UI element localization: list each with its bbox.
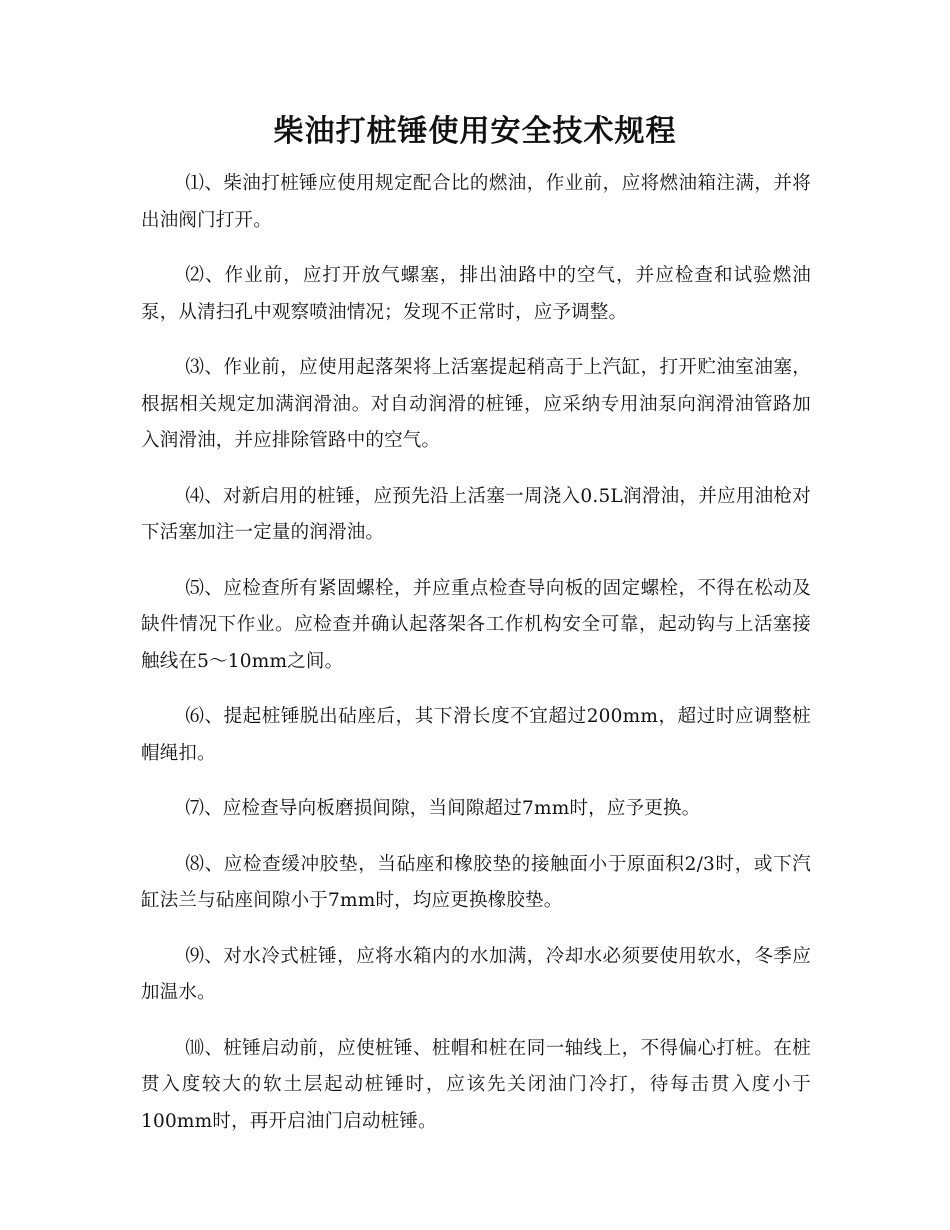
- paragraph-10: ⑽、桩锤启动前，应使桩锤、桩帽和桩在同一轴线上，不得偏心打桩。在桩贯入度较大的软土层起动桩锤时，应该先关闭油门冷打，待每击贯入度小于100mm时，再开启油门启动桩锤。: [141, 1037, 811, 1132]
- paragraph-9: ⑼、对水冷式桩锤，应将水箱内的水加满，冷却水必须要使用软水，冬季应加温水。: [141, 945, 811, 1003]
- paragraph-2: ⑵、作业前，应打开放气螺塞，排出油路中的空气，并应检查和试验燃油泵，从清扫孔中观察喷油情况；发现不正常时，应予调整。: [141, 265, 811, 323]
- paragraph-7: ⑺、应检查导向板磨损间隙，当间隙超过7mm时，应予更换。: [185, 798, 701, 819]
- paragraph-4: ⑷、对新启用的桩锤，应预先沿上活塞一周浇入0.5L润滑油，并应用油枪对下活塞加注一定量的润滑油。: [141, 485, 811, 543]
- paragraph-8: ⑻、应检查缓冲胶垫，当砧座和橡胶垫的接触面小于原面积2/3时，或下汽缸法兰与砧座间隙小于7mm时，均应更换橡胶垫。: [141, 853, 811, 911]
- document-title: 柴油打桩锤使用安全技术规程: [273, 114, 677, 149]
- document-body: [141, 166, 811, 1159]
- paragraph-6: ⑹、提起桩锤脱出砧座后，其下滑长度不宜超过200mm，超过时应调整桩帽绳扣。: [141, 706, 811, 764]
- paragraph-5: ⑸、应检查所有紧固螺栓，并应重点检查导向板的固定螺栓，不得在松动及缺件情况下作业。应检查并确认起落架各工作机构安全可靠，起动钩与上活塞接触线在5～10mm之间。: [141, 577, 811, 672]
- paragraph-3: ⑶、作业前，应使用起落架将上活塞提起稍高于上汽缸，打开贮油室油塞，根据相关规定加满润滑油。对自动润滑的桩锤，应采纳专用油泵向润滑油管路加入润滑油，并应排除管路中的空气。: [141, 357, 811, 451]
- paragraph-1: ⑴、柴油打桩锤应使用规定配合比的燃油，作业前，应将燃油箱注满，并将出油阀门打开。: [141, 173, 811, 231]
